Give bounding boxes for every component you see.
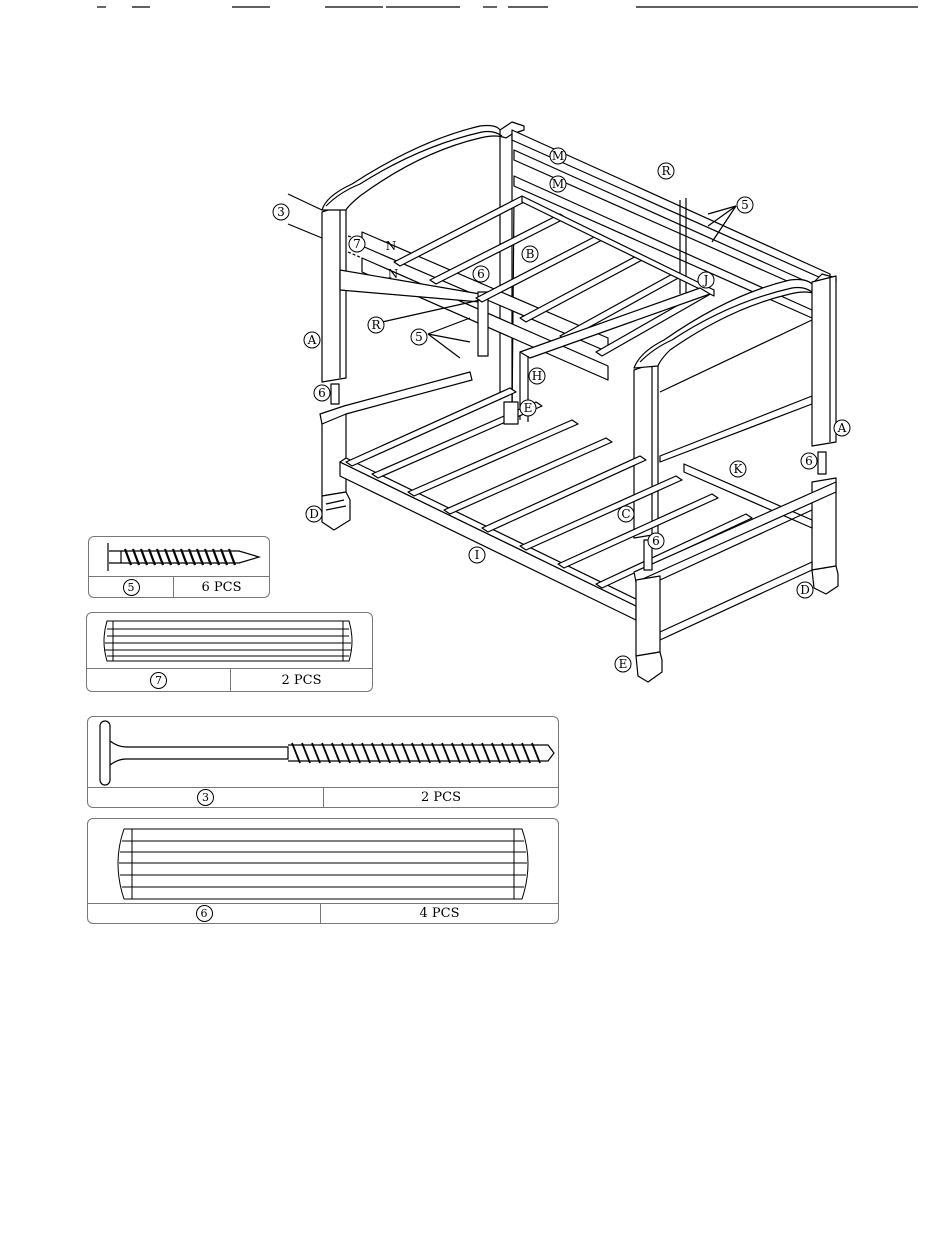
- svg-text:D: D: [309, 507, 319, 521]
- callout-a-right: [834, 420, 850, 436]
- part-qty-3: 2 PCS: [323, 788, 558, 807]
- svg-text:N: N: [385, 239, 397, 253]
- callout-i: [469, 547, 485, 563]
- callout-h: [529, 368, 545, 384]
- callout-d-right: [797, 582, 813, 598]
- part-number-6: 6: [196, 905, 213, 922]
- part-number-3: 3: [197, 789, 214, 806]
- callout-e-center: [520, 400, 536, 416]
- svg-text:H: H: [531, 369, 543, 383]
- callout-6-front: [648, 533, 664, 549]
- post-a-right: [812, 276, 836, 474]
- svg-text:5: 5: [741, 198, 749, 212]
- callout-5-center: [411, 329, 427, 345]
- bolt-3-illustration: [88, 717, 560, 789]
- callout-3: [273, 204, 289, 220]
- callout-n-bottom: [388, 267, 399, 281]
- svg-text:K: K: [733, 462, 743, 476]
- svg-text:E: E: [523, 401, 533, 415]
- callout-j: [698, 272, 714, 288]
- callout-a-left: [304, 332, 320, 348]
- part-card-7: [86, 612, 373, 692]
- part-qty-6: 4 PCS: [320, 904, 558, 923]
- svg-text:M: M: [551, 149, 565, 163]
- callout-m-top: [550, 148, 566, 164]
- callout-5-right: [737, 197, 753, 213]
- callout-6-right: [801, 453, 817, 469]
- svg-text:R: R: [661, 164, 671, 178]
- screw-5-illustration: [89, 537, 271, 577]
- svg-text:6: 6: [805, 454, 813, 468]
- callout-k: [730, 461, 746, 477]
- callout-n-top: [386, 239, 397, 253]
- svg-text:5: 5: [415, 330, 423, 344]
- callout-6-left: [314, 385, 330, 401]
- svg-text:7: 7: [353, 237, 361, 251]
- callout-e-front: [615, 656, 631, 672]
- svg-text:E: E: [618, 657, 628, 671]
- svg-text:B: B: [525, 247, 535, 261]
- svg-text:R: R: [371, 318, 381, 332]
- part-number-7: 7: [150, 672, 167, 689]
- callout-r-right: [658, 163, 674, 179]
- callout-d-left: [306, 506, 322, 522]
- svg-text:3: 3: [277, 205, 285, 219]
- dowel-7-illustration: [87, 613, 374, 671]
- part-qty-5: 6 PCS: [173, 577, 269, 597]
- callout-c: [618, 506, 634, 522]
- svg-text:I: I: [474, 548, 480, 562]
- part-card-6: [87, 818, 559, 924]
- part-card-3: [87, 716, 559, 808]
- svg-text:A: A: [837, 421, 847, 435]
- part-card-5: [88, 536, 270, 598]
- post-a-left: [322, 204, 346, 404]
- svg-text:A: A: [307, 333, 317, 347]
- svg-text:D: D: [800, 583, 810, 597]
- callout-r-left: [368, 317, 384, 333]
- part-qty-7: 2 PCS: [230, 669, 372, 691]
- callout-b: [522, 246, 538, 262]
- svg-text:6: 6: [477, 267, 485, 281]
- svg-text:6: 6: [652, 534, 660, 548]
- part-number-5: 5: [123, 579, 140, 596]
- svg-text:N: N: [387, 267, 399, 281]
- svg-text:C: C: [621, 507, 631, 521]
- callout-m-bottom: [550, 176, 566, 192]
- svg-text:J: J: [703, 273, 709, 287]
- svg-text:M: M: [551, 177, 565, 191]
- lower-bunk-frame: [340, 388, 812, 620]
- dowel-6-illustration: [88, 819, 560, 905]
- callout-7: [349, 236, 365, 252]
- svg-text:6: 6: [318, 386, 326, 400]
- callout-6-center: [473, 266, 489, 282]
